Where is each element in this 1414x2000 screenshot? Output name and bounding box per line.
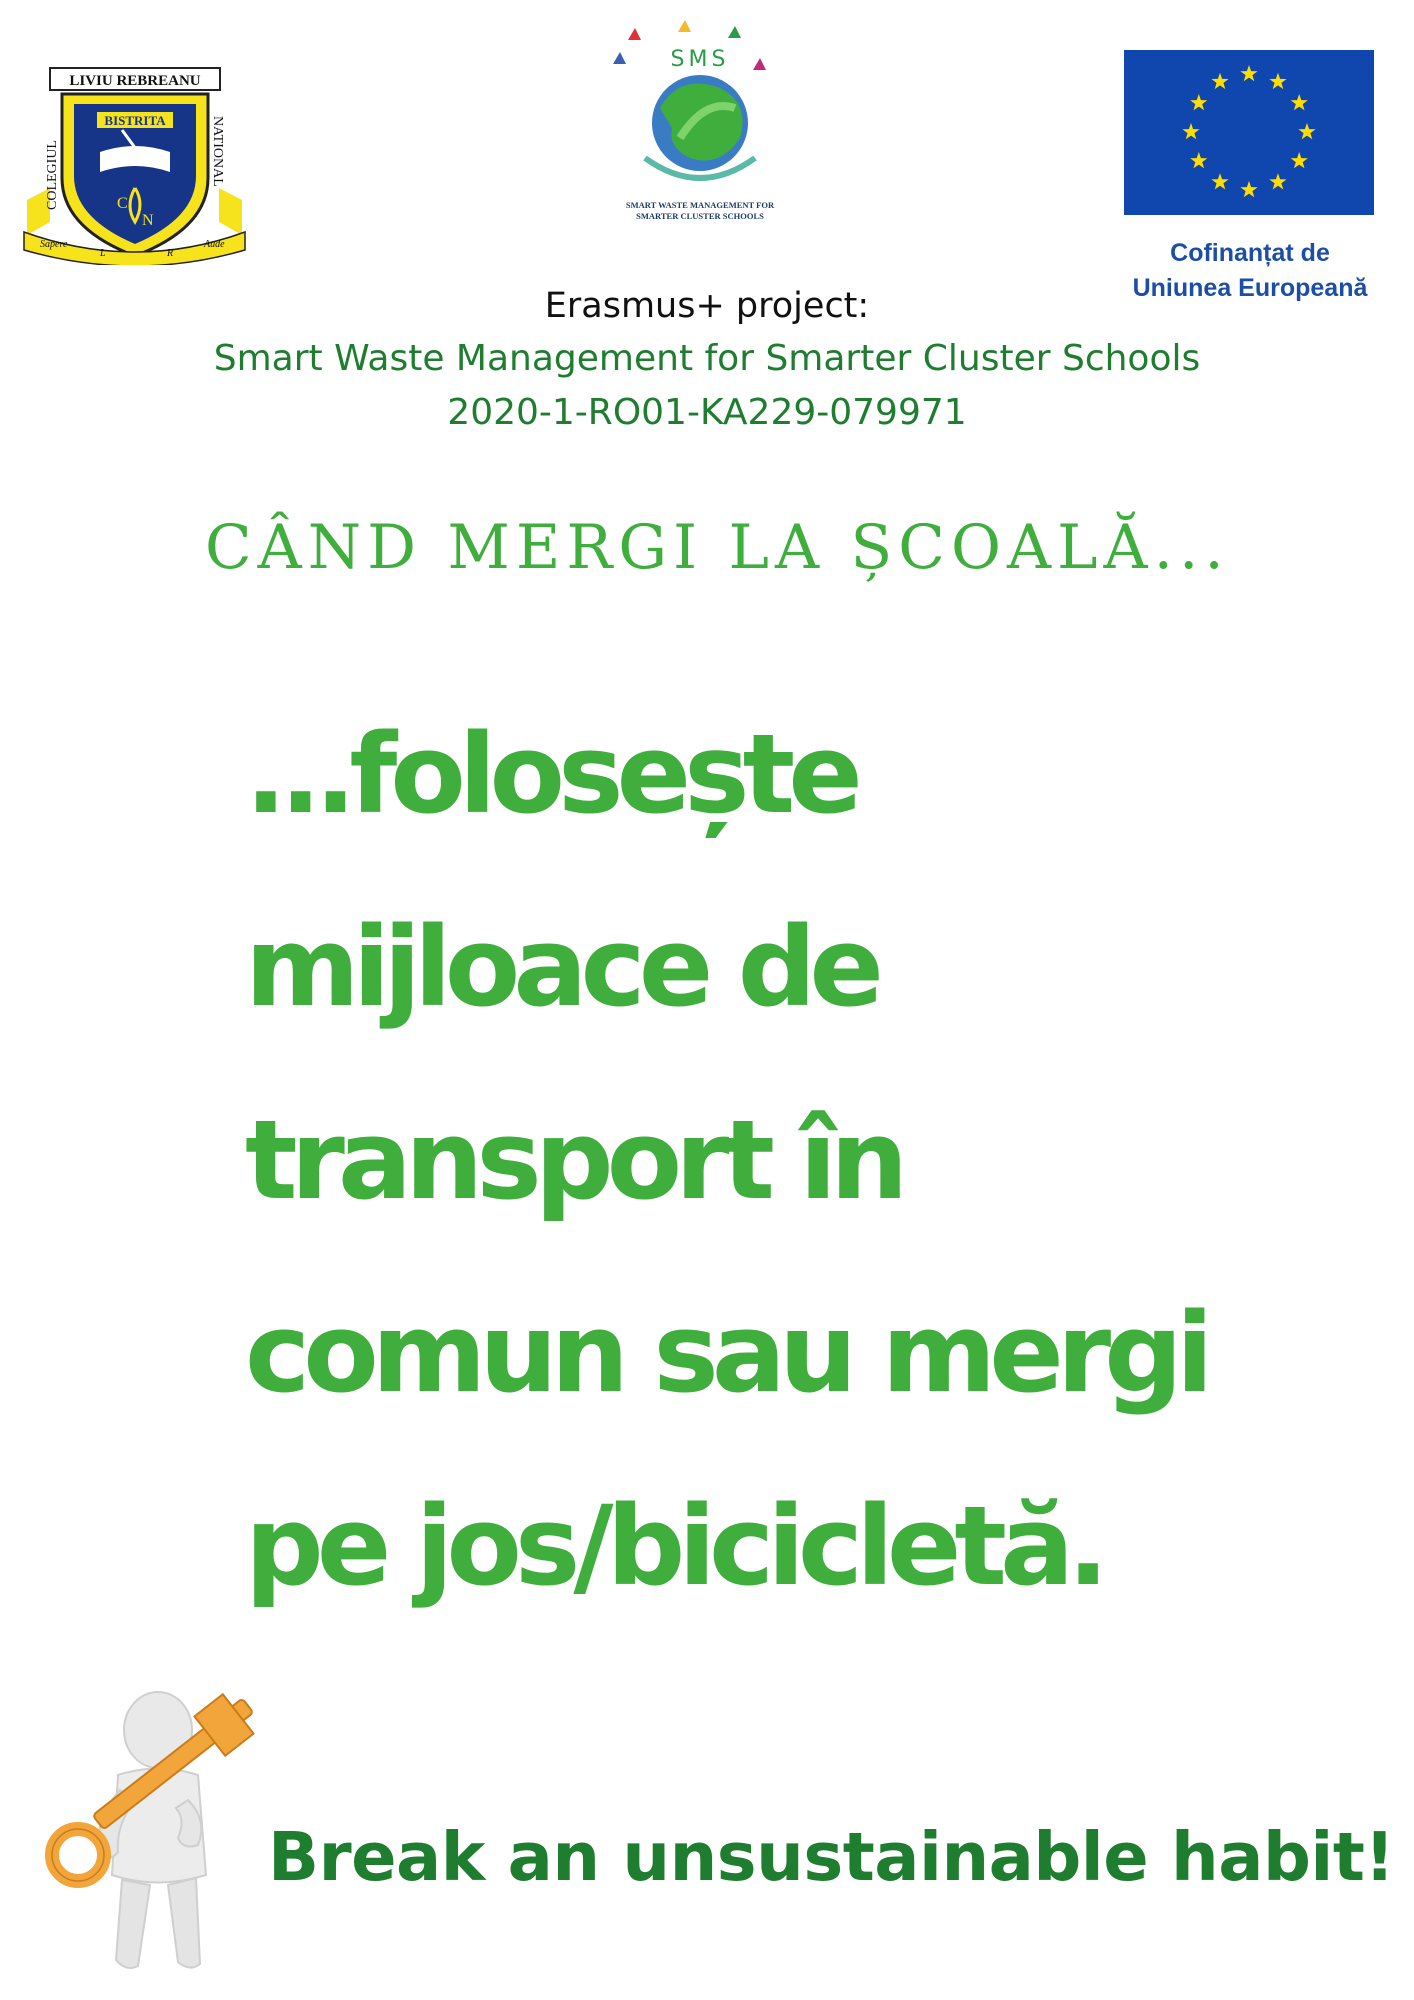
project-code: 2020-1-RO01-KA229-079971: [447, 392, 967, 433]
motto-1: Sapere: [40, 239, 68, 250]
ribbon-right: NATIONAL: [210, 116, 225, 187]
eu-star-icon: [1298, 123, 1315, 139]
eu-star-icon: [1240, 65, 1257, 81]
message-line-5: pe jos/bicicletă.: [245, 1482, 1103, 1610]
project-header: [0, 280, 1414, 440]
message-line-3: transport în: [245, 1096, 902, 1224]
star-icon: [678, 20, 691, 32]
person-with-key-illustration: [38, 1680, 298, 1980]
school-logo: [22, 60, 247, 265]
eu-star-icon: [1240, 181, 1257, 197]
motto-4: Aude: [204, 239, 225, 250]
eu-star-icon: [1269, 73, 1286, 89]
eu-caption-line-2: Uniunea Europeană: [1132, 274, 1368, 302]
eu-star-icon: [1182, 123, 1199, 139]
eu-flag: [1124, 50, 1374, 215]
motto-2: L: [100, 248, 106, 259]
message-line-1: ...folosește: [245, 710, 856, 838]
project-label: Erasmus+ project:: [544, 286, 870, 326]
star-icon: [728, 26, 741, 38]
eu-star-icon: [1211, 173, 1228, 189]
monogram-left: C: [117, 195, 128, 212]
eu-star-icon: [1291, 152, 1308, 168]
monogram-right: N: [142, 212, 154, 229]
project-title: Smart Waste Management for Smarter Cluster Schools: [213, 338, 1201, 379]
shield-text: BISTRITA: [104, 113, 166, 128]
eu-star-icon: [1211, 73, 1228, 89]
message-line-4: comun sau mergi: [245, 1289, 1207, 1417]
sms-acronym: SMS: [670, 47, 730, 72]
sms-tagline-2: SMARTER CLUSTER SCHOOLS: [636, 211, 764, 221]
slogan: Break an unsustainable habit!: [268, 1818, 1395, 1896]
eu-star-icon: [1190, 152, 1207, 168]
sms-project-logo: [610, 18, 790, 228]
page-heading: CÂND MERGI LA ȘCOALĂ...: [205, 512, 1230, 583]
sms-tagline-1: SMART WASTE MANAGEMENT FOR: [625, 200, 775, 210]
star-icon: [753, 58, 766, 70]
ribbon-left: COLEGIUL: [45, 140, 60, 210]
motto-3: R: [167, 248, 174, 259]
star-icon: [613, 52, 626, 64]
school-name: LIVIU REBREANU: [69, 73, 201, 89]
main-message: [245, 678, 1207, 1643]
eu-star-icon: [1190, 94, 1207, 110]
eu-star-icon: [1269, 173, 1286, 189]
message-line-2: mijloace de: [245, 903, 877, 1031]
eu-caption-line-1: Cofinanțat de: [1170, 239, 1330, 267]
star-icon: [628, 28, 641, 40]
eu-star-icon: [1291, 94, 1308, 110]
